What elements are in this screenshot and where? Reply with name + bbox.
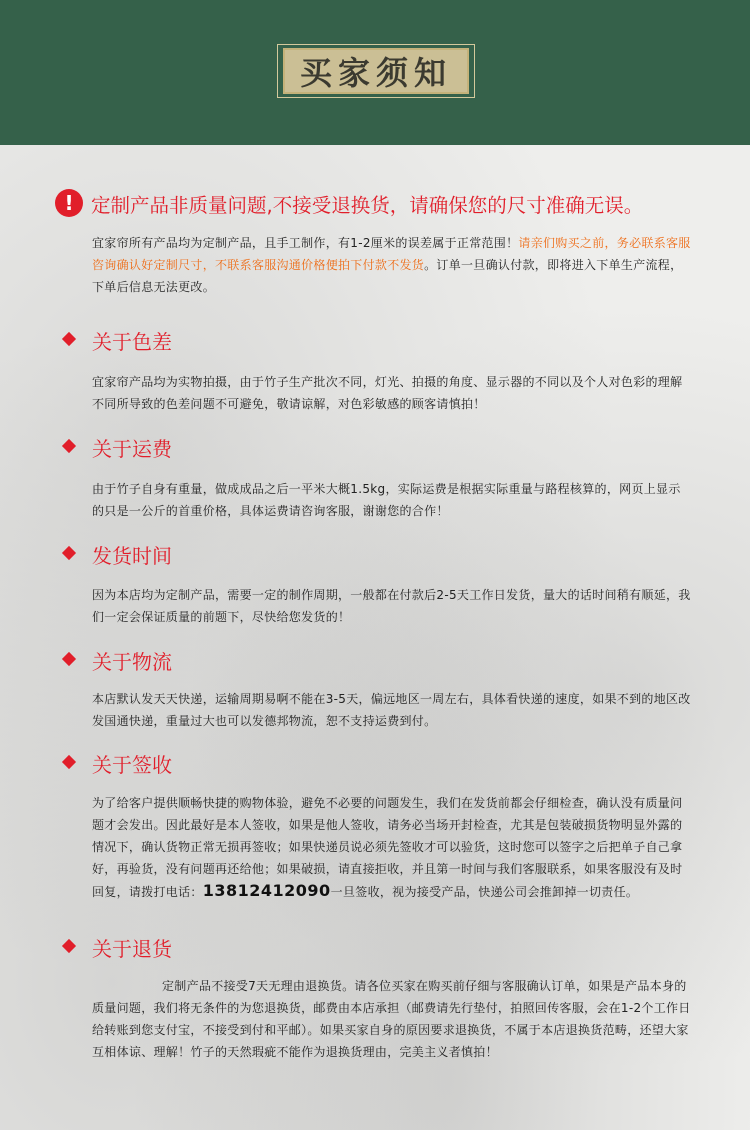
phone-number: 13812412090 <box>202 881 331 900</box>
intro-text-1: 宜家帘所有产品均为定制产品，且手工制作，有1-2厘米的误差属于正常范围！ <box>92 236 519 250</box>
intro-text-2: 。订单一旦确认付款，即将进入下单生产流程，下单后信息无法更改。 <box>92 258 683 294</box>
section-title: 关于色差 <box>92 330 172 354</box>
section-title: 关于物流 <box>92 650 172 674</box>
section-delivery-time-body: 因为本店均为定制产品，需要一定的制作周期，一般都在付款后2-5天工作日发货，量大的话时间稍有顺延，我们一定会保证质量的前题下，尽快给您发货的！ <box>92 588 691 624</box>
section-receipt-body <box>92 792 692 903</box>
returns-text: 定制产品不接受7天无理由退换货。请各位买家在购买前仔细与客服确认订单，如果是产品本身的质量问题，我们将无条件的为您退换货，邮费由本店承担（邮费请先行垫付，拍照回传客服，会在1-2个工作日给转账到您支付宝，不接受到付和平邮）。如果买家自身的原因要求退换货，不属于本店退换货范畴，还望大家互相体谅、理解！竹子的天然瑕疵不能作为退换货理由，完美主义者慎拍！ <box>92 979 691 1059</box>
page-title: 买家须知 <box>299 54 452 92</box>
section-logistics-body: 本店默认发天天快递，运输周期易啊不能在3-5天，偏远地区一周左右，具体看快递的速度，如果不到的地区改发国通快递，重量过大也可以发德邦物流，恕不支持运费到付。 <box>92 692 691 728</box>
title-frame <box>283 48 469 94</box>
intro-paragraph <box>92 232 692 298</box>
section-shipping-fee-body: 由于竹子自身有重量，做成成品之后一平米大概1.5kg，实际运费是根据实际重量与路程核算的，网页上显示的只是一公斤的首重价格，具体运费请咨询客服，谢谢您的合作！ <box>92 482 681 518</box>
header-banner <box>0 0 750 145</box>
section-title: 发货时间 <box>92 544 172 568</box>
intro-highlight: 请亲们购买之前，务必联系客服咨询确认好定制尺寸，不联系客服沟通价格便拍下付款不发货 <box>92 236 691 272</box>
exclamation-icon: ! <box>55 189 83 217</box>
warning-row <box>55 188 745 222</box>
section-color-diff-body: 宜家帘产品均为实物拍摄，由于竹子生产批次不同，灯光、拍摄的角度、显示器的不同以及个人对色彩的理解不同所导致的色差问题不可避免，敬请谅解，对色彩敏感的顾客请慎拍！ <box>92 375 683 411</box>
section-title: 关于运费 <box>92 437 172 461</box>
receipt-text-1: 为了给客户提供顺畅快捷的购物体验，避免不必要的问题发生，我们在发货前都会仔细检查，确认没有质量问题才会发出。因此最好是本人签收，如果是他人签收，请务必当场开封检查，尤其是包装破损货物明显外露的情况下，确认货物正常无损再签收；如果快递员说必须先签收才可以验货，这时您可以签字之后把单子自己拿好，再验货，没有问题再还给他；如果破损，请直接拒收，并且第一时间与我们客服联系，如果客服没有及时回复，请拨打电话： <box>92 796 683 899</box>
section-title: 关于签收 <box>92 753 172 777</box>
section-title: 关于退货 <box>92 937 172 961</box>
receipt-text-2: 一旦签收，视为接受产品，快递公司会推卸掉一切责任。 <box>330 885 639 899</box>
section-returns-body <box>92 975 692 1063</box>
warning-text: 定制产品非质量问题,不接受退换货，请确保您的尺寸准确无误。 <box>91 194 644 217</box>
